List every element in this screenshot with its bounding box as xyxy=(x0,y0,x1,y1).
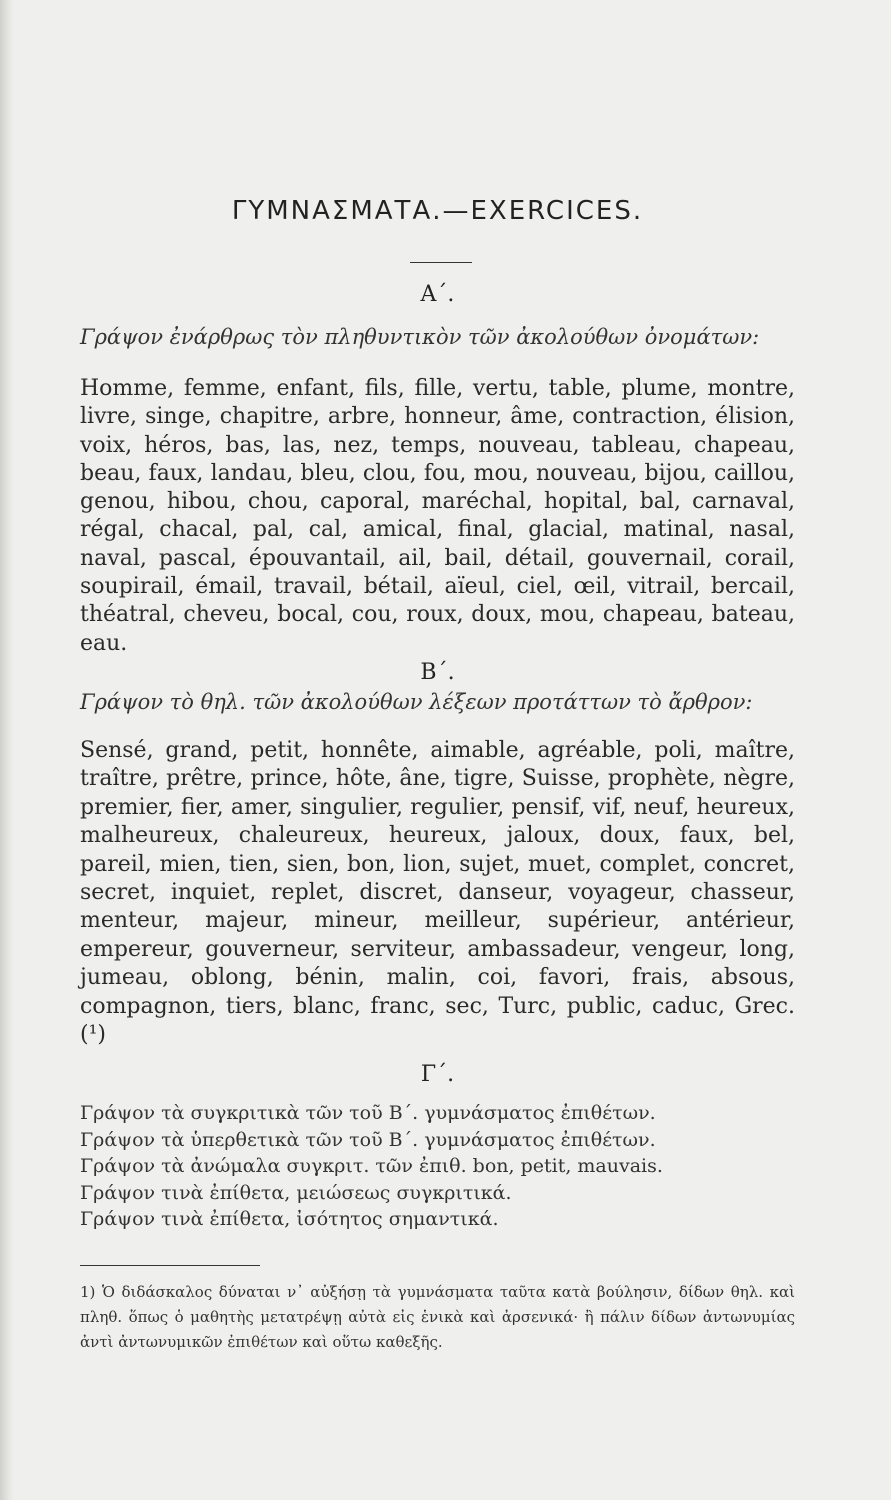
section-b-instruction: Γράψον τὸ θηλ. τῶν ἀκολούθων λέξεων προτάττων τὸ ἄρθρον: xyxy=(80,690,753,714)
page-title: ΓΥΜΝΑΣΜΑΤΑ.—EXERCICES. xyxy=(231,196,644,226)
section-b-heading: Β΄. xyxy=(420,660,455,685)
list-item: Γράψον τὰ συγκριτικὰ τῶν τοῦ Β΄. γυμνάσματος ἐπιθέτων. xyxy=(80,1102,656,1124)
section-c-list xyxy=(80,1100,795,1233)
section-a-instruction: Γράψον ἐνάρθρως τὸν πληθυντικὸν τῶν ἀκολούθων ὀνομάτων: xyxy=(80,325,760,349)
section-c-heading: Γ΄. xyxy=(420,1062,455,1087)
section-b-text: Sensé, grand, petit, honnête, aimable, agréable, poli, maître, traître, prêtre, prince, hôte, âne, tigre, Suisse, prophète, nègre, premier, fier, amer, singulier, regulier, pensif, vif, neuf, heureux, malheureux, chaleureux, heureux, jaloux, doux, faux, bel, pareil, mien, tien, sien, bon, lion, sujet, muet, complet, concret, secret, inquiet, replet, discret, danseur, voyageur, chasseur, menteur, majeur, mineur, meilleur, supérieur, antérieur, empereur, gouverneur, serviteur, ambassadeur, vengeur, long, jumeau, oblong, bénin, malin, coi, favori, frais, absous, compagnon, tiers, blanc, franc, sec, Turc, public, caduc, Grec. (¹) xyxy=(80,738,795,1048)
list-item: Γράψον τὰ ὑπερθετικὰ τῶν τοῦ Β΄. γυμνάσματος ἐπιθέτων. xyxy=(80,1128,656,1151)
list-item: Γράψον τὰ ἀνώμαλα συγκριτ. τῶν ἐπιθ. bon, petit, mauvais. xyxy=(80,1155,663,1177)
list-item: Γράψον τινὰ ἐπίθετα, ἰσότητος σημαντικά. xyxy=(80,1208,499,1230)
footnote-rule xyxy=(80,1265,260,1266)
footnote: 1) Ὁ διδάσκαλος δύναται ν᾽ αὐξήσῃ τὰ γυμνάσματα ταῦτα κατὰ βούλησιν, δίδων θηλ. καὶ πληθ. ὅπως ὁ μαθητὴς μετατρέψῃ αὐτὰ εἰς ἑνικὰ καὶ ἀρσενικά· ἢ πάλιν δίδων ἀντωνυμίας ἀντὶ ἀντωνυμικῶν ἐπιθέτων καὶ οὕτω καθεξῆς. xyxy=(80,1283,795,1351)
section-a-heading: Α΄. xyxy=(420,282,455,307)
section-a-text: Homme, femme, enfant, fils, fille, vertu, table, plume, montre, livre, singe, chapitre, arbre, honneur, âme, contraction, élision, voix, héros, bas, las, nez, temps, nouveau, tableau, chapeau, beau, faux, landau, bleu, clou, fou, mou, nouveau, bijou, caillou, genou, hibou, chou, caporal, maréchal, hopital, bal, carnaval, régal, chacal, pal, cal, amical, final, glacial, matinal, nasal, naval, pascal, épouvantail, ail, bail, détail, gouvernail, corail, soupirail, émail, travail, bétail, aïeul, ciel, œil, vitrail, bercail, théatral, cheveu, bocal, cou, roux, doux, mou, chapeau, bateau, eau. xyxy=(80,376,795,656)
page-binding-edge xyxy=(0,0,14,1500)
title-rule xyxy=(410,262,472,263)
list-item: Γράψον τινὰ ἐπίθετα, μειώσεως συγκριτικά. xyxy=(80,1181,512,1204)
